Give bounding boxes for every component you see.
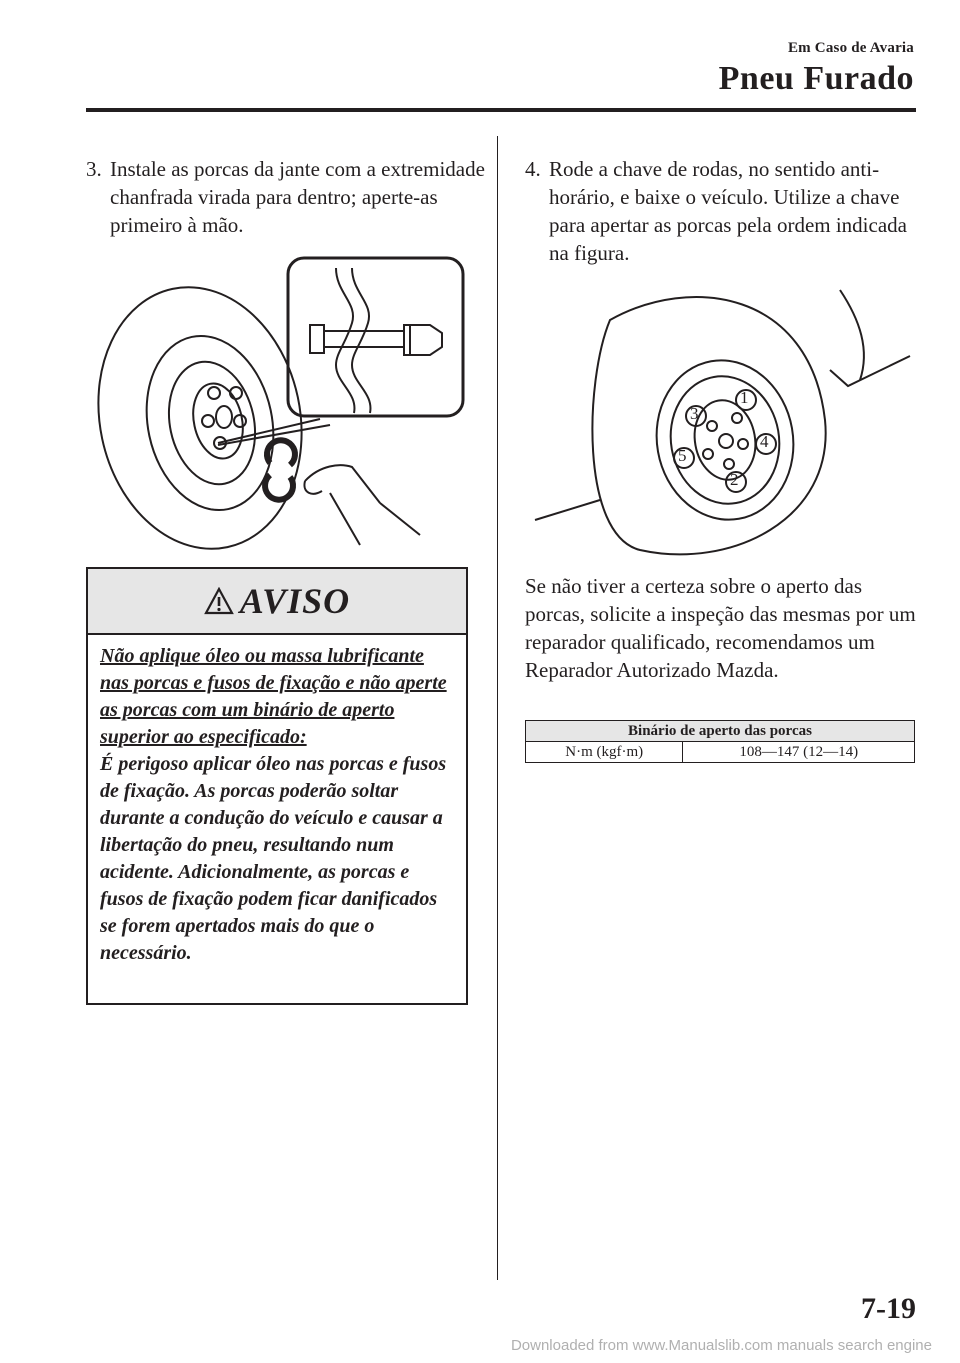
torque-table-header: Binário de aperto das porcas	[526, 721, 915, 742]
table-row	[526, 742, 915, 763]
order-label-3: 3	[690, 404, 699, 423]
warning-box	[86, 567, 468, 1005]
step-text: Instale as porcas da jante com a extremidade chanfrada virada para dentro; aperte-as primeiro à mão.	[110, 157, 485, 237]
torque-value-cell: 108—147 (12—14)	[683, 742, 915, 763]
advice-paragraph: Se não tiver a certeza sobre o aperto das porcas, solicite a inspeção das mesmas por um reparador qualificado, recomendamos um Reparador Autorizado Mazda.	[525, 574, 916, 682]
warning-text: É perigoso aplicar óleo nas porcas e fusos de fixação. As porcas poderão soltar durante a condução do veículo e causar a libertação do pneu, resultando num acidente. Adicionalmente, as porcas e fusos de fixação podem ficar danificados se forem apertados mais do que o necessário.	[100, 753, 447, 964]
torque-table	[525, 720, 915, 763]
order-label-1: 1	[740, 388, 749, 407]
lug-nut-installation-illustration	[90, 253, 470, 553]
lug-nut	[234, 415, 246, 427]
warning-header	[88, 569, 466, 635]
torque-unit-cell: N·m (kgf·m)	[526, 742, 683, 763]
warning-lead: Não aplique óleo ou massa lubrificante nas porcas e fusos de fixação e não aperte as porcas com um binário de aperto superior ao especificado:	[100, 645, 447, 748]
warning-title: AVISO	[239, 581, 351, 621]
warning-triangle-icon	[204, 587, 234, 615]
footer-watermark: Downloaded from www.Manualslib.com manuals search engine	[510, 1337, 932, 1354]
lug-nut	[703, 449, 713, 459]
order-label-5: 5	[678, 446, 687, 465]
step-4	[525, 155, 925, 267]
tire-outline	[90, 268, 325, 553]
step-text: Rode a chave de rodas, no sentido anti-horário, e baixe o veículo. Utilize a chave para apertar as porcas pela ordem indicada na figura.	[549, 157, 907, 265]
detail-inset	[288, 258, 463, 416]
column-divider	[497, 136, 498, 1280]
lug-nut	[738, 439, 748, 449]
step-number: 4.	[525, 157, 541, 181]
page-number: 7-19	[861, 1292, 916, 1325]
tightening-order-illustration	[530, 280, 920, 570]
lug-nut	[707, 421, 717, 431]
warning-body	[88, 635, 466, 967]
page-title: Pneu Furado	[718, 60, 914, 97]
lug-nut	[202, 415, 214, 427]
step-number: 3.	[86, 157, 102, 181]
lug-nut	[724, 459, 734, 469]
order-label-2: 2	[730, 470, 739, 489]
lug-nut	[208, 387, 220, 399]
lug-nut	[732, 413, 742, 423]
step-3	[86, 155, 486, 239]
order-label-4: 4	[760, 432, 769, 451]
section-label: Em Caso de Avaria	[787, 40, 914, 56]
header-rule	[86, 108, 916, 112]
